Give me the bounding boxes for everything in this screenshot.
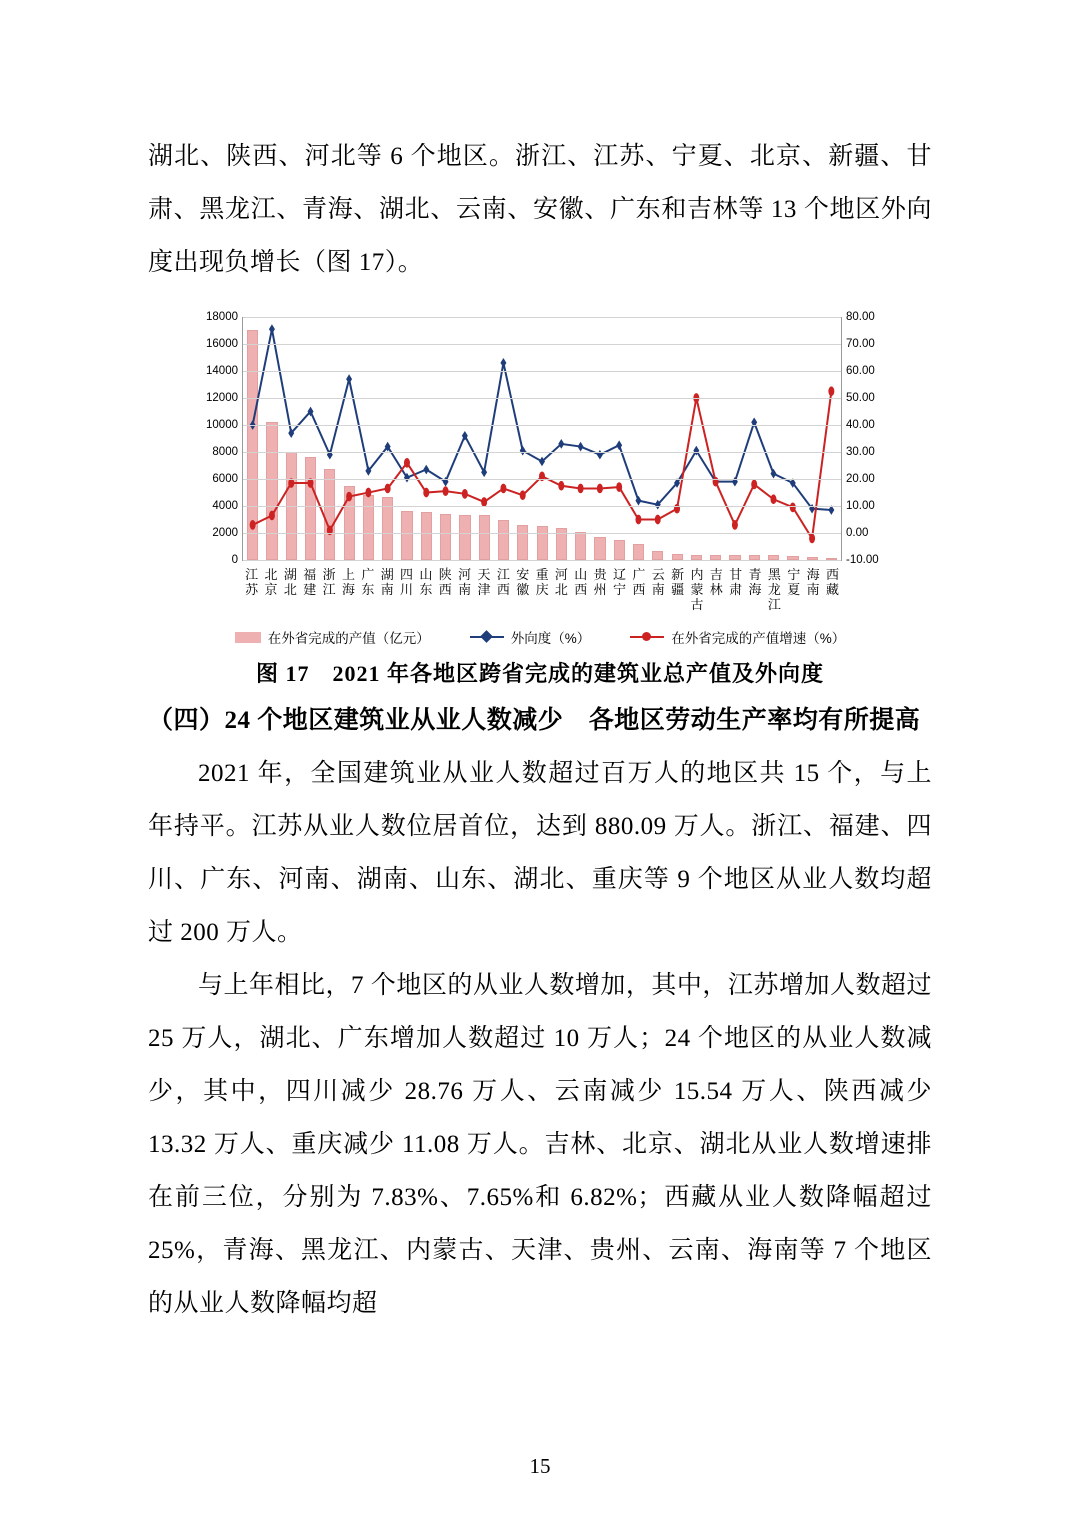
chart-marker (269, 511, 275, 521)
legend-swatch-bar-icon (235, 632, 261, 643)
chart-x-label: 重庆 (535, 567, 549, 597)
chart-x-label: 辽宁 (613, 567, 627, 597)
chart-x-label: 上海 (341, 567, 355, 597)
chart-x-label: 广西 (632, 567, 646, 597)
chart-x-label: 云南 (651, 567, 665, 597)
chart-x-label: 四川 (400, 567, 414, 597)
chart-y-tick-left: 2000 (212, 527, 238, 539)
section-heading: （四）24 个地区建筑业从业人数减少 各地区劳动生产率均有所提高 (148, 707, 921, 734)
chart-marker (732, 520, 738, 530)
legend-item-bar (235, 627, 430, 647)
page-number: 15 (529, 1454, 551, 1478)
chart-marker (790, 502, 796, 512)
chart-x-label: 河南 (458, 567, 472, 597)
chart-marker (346, 374, 352, 384)
chart-marker (443, 486, 449, 496)
paragraph-3: 与上年相比，7 个地区的从业人数增加，其中，江苏增加人数超过 25 万人，湖北、广东增加人数超过 10 万人；24 个地区的从业人数减少，其中，四川减少 28.76 万人、云南减少 15.54 万人、陕西减少 13.32 万人、重庆减少 11.08 万人。吉林、北京、湖北从业人数增速排在前三位，分别为 7.83%、7.65%和 6.82%；西藏从业人数降幅超过 25%，青海、黑龙江、内蒙古、天津、贵州、云南、海南等 7 个地区的从业人数降幅均超 (148, 972, 932, 1317)
chart-x-label: 吉林 (709, 567, 723, 597)
chart-y-tick-left: 0 (231, 554, 238, 566)
chart-marker (558, 439, 564, 449)
chart-marker (578, 484, 584, 494)
chart-x-label: 贵州 (593, 567, 607, 597)
chart-y-tick-right: 70.00 (846, 338, 875, 350)
chart-y-tick-right: 20.00 (846, 472, 875, 485)
chart-y-tick-right: 30.00 (846, 446, 875, 458)
chart-marker (365, 488, 371, 498)
chart-x-label: 宁夏 (787, 567, 801, 597)
legend-item-outward (470, 627, 591, 647)
chart-y-tick-left: 8000 (212, 446, 238, 458)
chart-x-label: 河北 (554, 567, 568, 597)
chart-marker (423, 465, 429, 475)
chart-marker (558, 481, 564, 491)
chart-y-tick-right: 10.00 (846, 500, 875, 512)
chart-y-tick-right: 40.00 (846, 419, 875, 431)
chart-gridline (243, 371, 841, 372)
chart-y-tick-left: 12000 (206, 391, 238, 404)
chart-gridline (243, 317, 841, 318)
chart-marker (770, 494, 776, 504)
legend-item-growth (630, 627, 845, 647)
chart-y-tick-left: 16000 (206, 338, 238, 350)
chart-marker (269, 324, 275, 334)
chart-x-label: 内蒙古 (690, 567, 704, 612)
figure-17-chart (148, 311, 932, 647)
chart-marker (616, 482, 622, 492)
paragraph-intro: 湖北、陕西、河北等 6 个地区。浙江、江苏、宁夏、北京、新疆、甘肃、黑龙江、青海、湖北、云南、安徽、广东和吉林等 13 个地区外向度出现负增长（图 17）。 (148, 143, 932, 276)
chart-y-tick-right: -10.00 (846, 554, 879, 566)
chart-plot-area (186, 311, 904, 612)
chart-x-label: 湖北 (283, 567, 297, 597)
chart-marker (539, 457, 545, 467)
chart-grid (206, 311, 879, 566)
chart-marker (655, 515, 661, 525)
chart-y-tick-left: 14000 (206, 365, 238, 377)
chart-gridline (243, 452, 841, 453)
chart-x-label: 山西 (574, 567, 588, 597)
chart-x-label: 安徽 (516, 567, 530, 597)
chart-marker (578, 442, 584, 452)
chart-y-tick-right: 60.00 (846, 365, 875, 377)
chart-x-label: 西藏 (825, 567, 839, 597)
chart-x-label: 江西 (496, 567, 510, 597)
chart-gridline (243, 344, 841, 345)
chart-gridline (243, 533, 841, 534)
chart-gridline (243, 560, 841, 561)
chart-y-tick-right: 50.00 (846, 391, 875, 404)
chart-x-label: 江苏 (245, 567, 259, 597)
legend-label-growth: 在外省完成的产值增速（%） (671, 631, 846, 646)
chart-x-label: 甘肃 (729, 567, 743, 597)
legend-label-bar: 在外省完成的产值（亿元） (267, 631, 430, 646)
chart-y-tick-left: 4000 (212, 500, 238, 512)
chart-marker (423, 488, 429, 498)
chart-lines (243, 317, 841, 560)
chart-y-tick-left: 18000 (206, 311, 238, 323)
legend-swatch-line-red-icon (630, 631, 664, 643)
chart-x-label: 山东 (419, 567, 433, 597)
legend-label-outward: 外向度（%） (510, 631, 591, 646)
chart-marker (404, 458, 410, 468)
chart-x-label: 天津 (477, 567, 491, 597)
legend-swatch-line-navy-icon (470, 631, 504, 643)
chart-marker (346, 492, 352, 502)
chart-marker (520, 490, 526, 500)
chart-gridline (243, 506, 841, 507)
chart-x-label: 浙江 (322, 567, 336, 597)
chart-x-label: 北京 (264, 567, 278, 597)
chart-gridline (243, 425, 841, 426)
chart-marker (250, 520, 256, 530)
chart-legend (148, 627, 932, 647)
chart-marker (462, 489, 468, 499)
chart-marker (635, 515, 641, 525)
chart-gridline (243, 479, 841, 480)
chart-marker (597, 484, 603, 494)
chart-x-label: 陕西 (438, 567, 452, 597)
chart-x-axis-labels (242, 567, 842, 612)
chart-marker (809, 534, 815, 544)
chart-marker (385, 484, 391, 494)
chart-x-label: 新疆 (671, 567, 685, 597)
figure-caption: 图 17 2021 年各地区跨省完成的建筑业总产值及外向度 (255, 661, 824, 686)
chart-x-label: 广东 (361, 567, 375, 597)
chart-x-label: 福建 (303, 567, 317, 597)
chart-marker (500, 358, 506, 368)
chart-y-tick-right: 0.00 (846, 527, 869, 539)
chart-x-label: 青海 (748, 567, 762, 597)
chart-y-tick-right: 80.00 (846, 311, 875, 323)
chart-marker (520, 446, 526, 456)
chart-y-tick-left: 6000 (212, 472, 238, 485)
chart-marker (751, 480, 757, 490)
paragraph-2: 2021 年，全国建筑业从业人数超过百万人的地区共 15 个，与上年持平。江苏从业人数位居首位，达到 880.09 万人。浙江、福建、四川、广东、河南、湖南、山东、湖北、重庆等 9 个地区从业人数均超过 200 万人。 (148, 760, 932, 946)
chart-marker (828, 386, 834, 396)
chart-x-label: 黑龙江 (767, 567, 781, 612)
chart-x-label: 湖南 (380, 567, 394, 597)
chart-gridline (243, 398, 841, 399)
chart-y-tick-left: 10000 (206, 419, 238, 431)
chart-line (253, 329, 832, 510)
chart-x-label: 海南 (806, 567, 820, 597)
chart-marker (500, 484, 506, 494)
